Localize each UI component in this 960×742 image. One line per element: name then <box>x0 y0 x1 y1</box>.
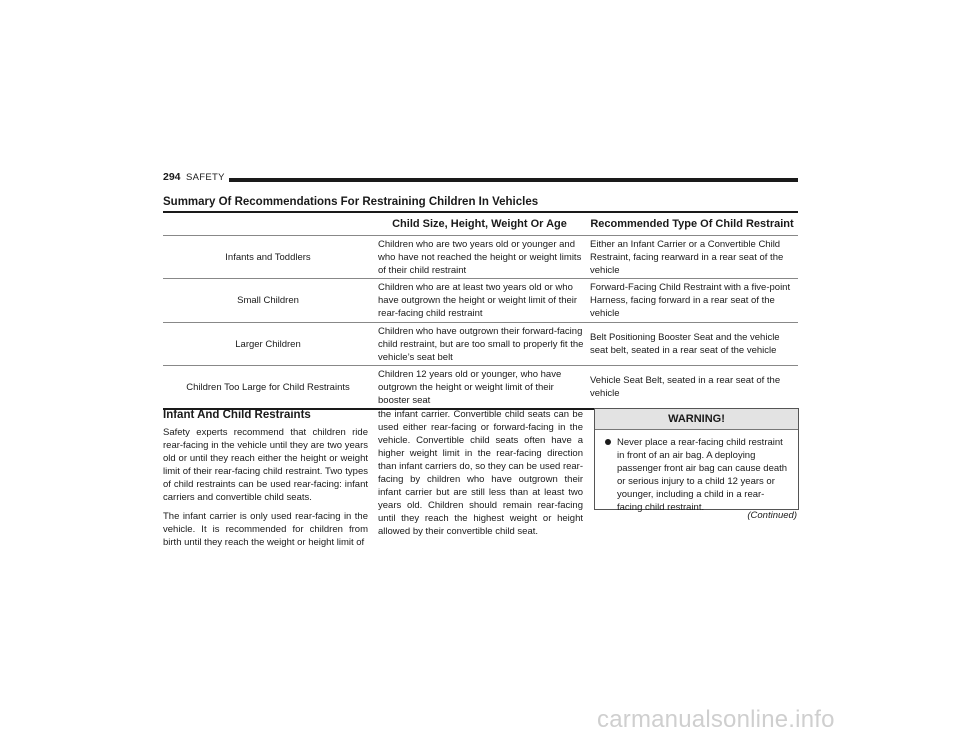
table-cell-description: Children who have outgrown their forward-facing child restraint, but are too small to properly fit the vehicle’s seat belt <box>378 325 584 363</box>
header-rule <box>229 178 798 182</box>
table-title: Summary Of Recommendations For Restraining Children In Vehicles <box>163 196 539 208</box>
continued-note: (Continued) <box>747 510 797 521</box>
page-header <box>163 171 798 187</box>
bullet-icon <box>605 439 611 445</box>
warning-item <box>595 430 798 514</box>
column-header-restraint-type: Recommended Type Of Child Restraint <box>590 218 794 230</box>
table-cell-category: Small Children <box>237 295 299 306</box>
table-row <box>163 366 798 410</box>
paragraph: Safety experts recommend that children ride rear-facing in the vehicle until they are two years old or until they reach either the height or weight limit of their rear-facing child restraint. Two types of child restraints can be used rear-facing: infant carriers and convertible child seats. <box>163 427 368 503</box>
warning-text: Never place a rear-facing child restraint in front of an air bag. A deploying passenger front air bag can cause death or serious injury to a child 12 years or younger, including a child in a rear-facing child restraint. <box>617 437 788 513</box>
table-header-row <box>163 213 798 236</box>
section-heading: Infant And Child Restraints <box>163 409 311 421</box>
paragraph: The infant carrier is only used rear-facing in the vehicle. It is recommended for children from birth until they reach the weight or height limit of <box>163 511 368 548</box>
page-number: 294 <box>163 171 181 183</box>
warning-box <box>594 408 799 513</box>
table-cell-restraint: Vehicle Seat Belt, seated in a rear seat of the vehicle <box>590 375 781 399</box>
table-cell-description: Children 12 years old or younger, who have outgrown the height or weight limit of their booster seat <box>378 368 562 406</box>
table-cell-restraint: Either an Infant Carrier or a Convertible Child Restraint, facing rearward in a rear seat of the vehicle <box>590 238 784 276</box>
table-cell-restraint: Belt Positioning Booster Seat and the vehicle seat belt, seated in a rear seat of the vehicle <box>590 332 780 356</box>
watermark: carmanualsonline.info <box>597 706 835 733</box>
table-cell-category: Infants and Toddlers <box>225 251 311 263</box>
recommendations-table <box>163 211 798 410</box>
table-cell-description: Children who are at least two years old or who have outgrown the height or weight limit of their rear-facing child restraint <box>378 282 578 319</box>
table-row <box>163 236 798 279</box>
section-label: SAFETY <box>186 171 225 183</box>
table-cell-description: Children who are two years old or younger and who have not reached the height or weight limits of their child restraint <box>378 238 582 276</box>
text-column-2 <box>378 408 583 544</box>
table-row <box>163 323 798 366</box>
table-cell-restraint: Forward-Facing Child Restraint with a five-point Harness, facing forward in a rear seat of the vehicle <box>590 282 791 319</box>
table-cell-category: Larger Children <box>235 338 301 350</box>
paragraph-continued: the infant carrier. Convertible child seats can be used either rear-facing or forward-facing in the vehicle. Convertible child seats often have a higher weight limit in the rear-facing direction than infant carriers do, so they can be used rear-facing by children who have outgrown their infant carrier but are still less than at least two years old. Children should remain rear-facing until they reach the highest weight or height allowed by their convertible child seat. <box>378 409 583 537</box>
table-cell-category: Children Too Large for Child Restraints <box>186 381 350 393</box>
table-row <box>163 279 798 323</box>
warning-title: WARNING! <box>595 409 798 430</box>
column-header-child-size: Child Size, Height, Weight Or Age <box>392 218 567 230</box>
text-column-1 <box>163 408 368 555</box>
